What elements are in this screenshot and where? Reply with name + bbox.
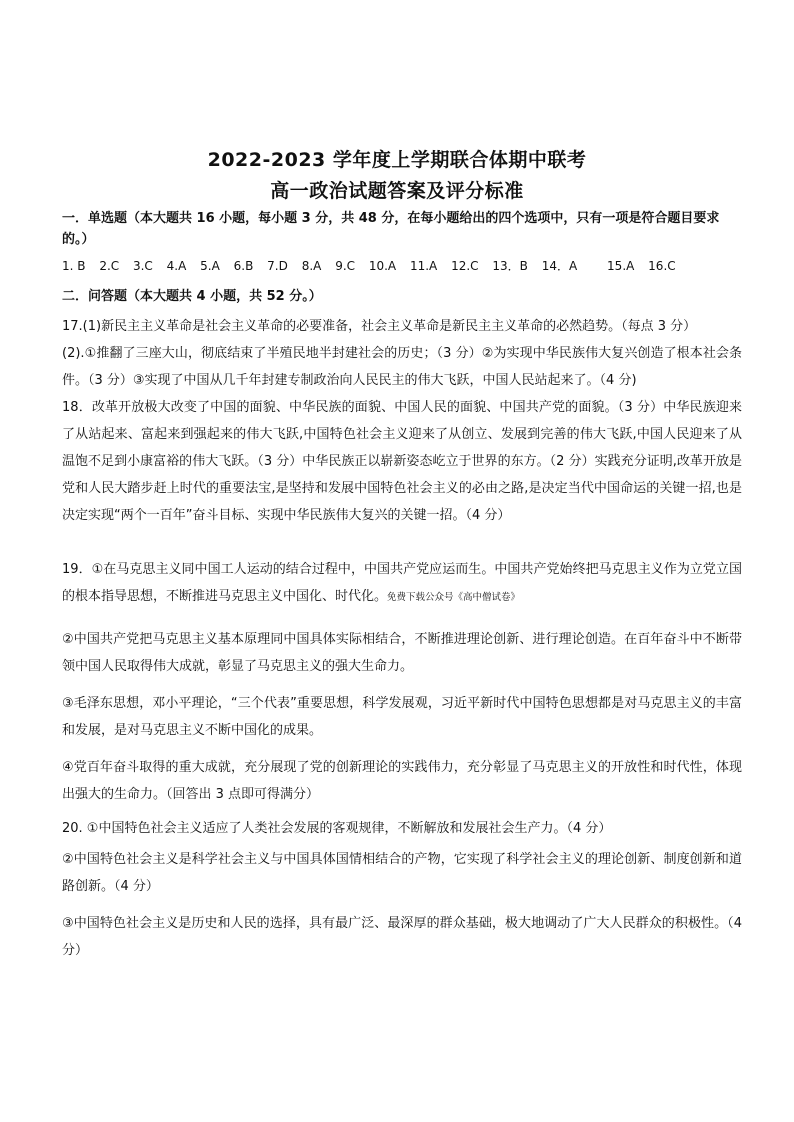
q19-point1-text: 19．①在马克思主义同中国工人运动的结合过程中，中国共产党应运而生。中国共产党始终把马克思主义作为立党立国的根本指导思想，不断推进马克思主义中国化、时代化。	[62, 562, 742, 604]
answer-list	[62, 258, 686, 274]
q20-point1: 20. ①中国特色社会主义适应了人类社会发展的客观规律，不断解放和发展社会生产力。（4 分）	[62, 821, 612, 836]
q20-point2: ②中国特色社会主义是科学社会主义与中国具体国情相结合的产物，它实现了科学社会主义的理论创新、制度创新和道路创新。（4 分）	[62, 852, 742, 894]
watermark-note: 免费下载公众号《高中僧试卷》	[387, 592, 521, 603]
answer-item: 7.D	[267, 259, 288, 273]
answer-item: 9.C	[335, 259, 356, 273]
q18-answer: 18．改革开放极大改变了中国的面貌、中华民族的面貌、中国人民的面貌、中国共产党的面貌。（3 分）中华民族迎来了从站起来、富起来到强起来的伟大飞跃,中国特色社会主义迎来了从创立、发展到完善的伟大飞跃,中国人民迎来了从温饱不足到小康富裕的伟大飞跃。（3 分）中华民族正以崭新姿态屹立于世界的东方。（2 分）实践充分证明,改革开放是党和人民大踏步赶上时代的重要法宝,是坚持和发展中国特色社会主义的必由之路,是决定当代中国命运的关键一招,也是决定实现“两个一百年”奋斗目标、实现中华民族伟大复兴的关键一招。（4 分）	[62, 400, 742, 523]
answer-item: 8.A	[301, 259, 322, 273]
answer-item: 2.C	[99, 259, 120, 273]
answer-item: 11.A	[409, 259, 438, 273]
q20-point3: ③中国特色社会主义是历史和人民的选择，具有最广泛、最深厚的群众基础，极大地调动了广大人民群众的积极性。（4 分）	[62, 916, 742, 958]
answer-item: 12.C	[451, 259, 479, 273]
answer-item: 5.A	[200, 259, 220, 273]
answer-item: 3.C	[132, 259, 153, 273]
section1-heading: 一．单选题（本大题共 16 小题，每小题 3 分，共 48 分，在每小题给出的四个选项中，只有一项是符合题目要求的。）	[62, 211, 720, 247]
answer-item: 6.B	[233, 259, 254, 273]
answer-item: 14．A	[541, 259, 578, 273]
answer-item: 16.C	[648, 259, 676, 273]
exam-title: 2022-2023 学年度上学期联合体期中联考	[207, 149, 587, 171]
answer-key-title: 高一政治试题答案及评分标准	[270, 180, 524, 202]
q19-point4: ④党百年奋斗取得的重大成就，充分展现了党的创新理论的实践伟力，充分彰显了马克思主义的开放性和时代性，体现出强大的生命力。（回答出 3 点即可得满分）	[62, 760, 742, 802]
q19-point2: ②中国共产党把马克思主义基本原理同中国具体实际相结合，不断推进理论创新、进行理论创造。在百年奋斗中不断带领中国人民取得伟大成就，彰显了马克思主义的强大生命力。	[62, 632, 742, 674]
answer-item: 10.A	[368, 259, 397, 273]
q19-point3: ③毛泽东思想，邓小平理论，“三个代表”重要思想，科学发展观，习近平新时代中国特色思想都是对马克思主义的丰富和发展，是对马克思主义不断中国化的成果。	[62, 696, 742, 738]
answer-item: 13．B	[492, 259, 528, 273]
answer-item: 4.A	[166, 259, 187, 273]
answer-item: 1. B	[62, 259, 86, 273]
q17-part2: (2).①推翻了三座大山，彻底结束了半殖民地半封建社会的历史；（3 分）②为实现中华民族伟大复兴创造了根本社会条件。（3 分）③实现了中国从几千年封建专制政治向人民民主的伟大飞跃，中国人民站起来了。（4 分)	[62, 346, 742, 388]
answer-item: 15.A	[607, 259, 635, 273]
q17-part1: 17.(1)新民主主义革命是社会主义革命的必要准备，社会主义革命是新民主主义革命的必然趋势。（每点 3 分）	[62, 319, 697, 334]
q19-point1	[62, 556, 742, 611]
section2-heading: 二．问答题（本大题共 4 小题，共 52 分。）	[62, 289, 322, 304]
